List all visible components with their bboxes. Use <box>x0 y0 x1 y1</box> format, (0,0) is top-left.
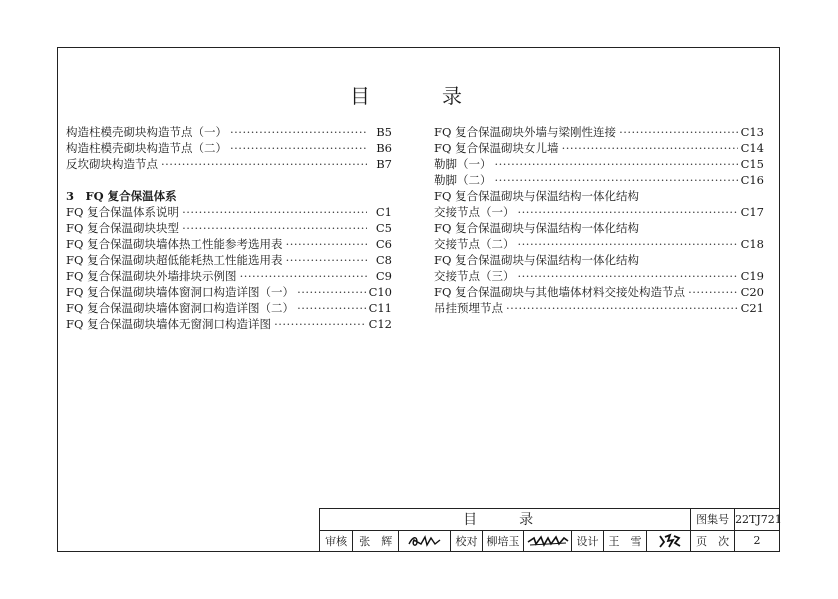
title-block <box>319 508 780 552</box>
review-label: 审核 <box>320 530 353 552</box>
designer-signature <box>647 530 691 552</box>
drawing-name: 目 录 <box>320 509 691 531</box>
entry-label: 交接节点（一） <box>434 205 515 219</box>
entry-page: C8 <box>375 253 392 267</box>
atlas-label: 图集号 <box>691 509 735 531</box>
entry-label: FQ 复合保温砌块外墙排块示例图 <box>66 269 237 283</box>
reviewer-name: 张 辉 <box>353 530 399 552</box>
check-label: 校对 <box>451 530 482 552</box>
toc-entry <box>434 300 764 316</box>
entry-page: C1 <box>375 205 392 219</box>
entry-page: C11 <box>368 301 392 315</box>
toc-right-column <box>434 124 764 316</box>
entry-page: B7 <box>376 157 392 171</box>
checker-signature <box>524 530 572 552</box>
entry-label: 勒脚（二） <box>434 173 492 187</box>
toc-entry <box>434 156 764 172</box>
reviewer-signature <box>399 530 451 552</box>
checker-name: 柳培玉 <box>482 530 524 552</box>
designer-name: 王 雪 <box>603 530 647 552</box>
entry-page: C10 <box>368 285 392 299</box>
entry-label: FQ 复合保温砌块块型 <box>66 221 180 235</box>
toc-entry <box>66 204 392 220</box>
toc-entry-line1: FQ 复合保温砌块与保温结构一体化结构 <box>434 221 640 235</box>
toc-entry <box>66 316 392 332</box>
entry-label: 交接节点（三） <box>434 269 515 283</box>
entry-label: FQ 复合保温砌块女儿墙 <box>434 141 559 155</box>
toc-entry <box>66 124 392 140</box>
entry-label: FQ 复合保温砌块与其他墙体材料交接处构造节点 <box>434 285 686 299</box>
entry-page: C14 <box>740 141 764 155</box>
entry-label: 勒脚（一） <box>434 157 492 171</box>
toc-entry-line1: FQ 复合保温砌块与保温结构一体化结构 <box>434 253 640 267</box>
entry-page: C20 <box>740 285 764 299</box>
entry-label: FQ 复合保温砌块墙体热工性能参考选用表 <box>66 237 283 251</box>
toc-entry <box>66 140 392 156</box>
entry-page: B5 <box>376 125 392 139</box>
entry-label: FQ 复合保温砌块外墙与梁刚性连接 <box>434 125 617 139</box>
entry-label: FQ 复合保温砌块墙体窗洞口构造详图（一） <box>66 285 295 299</box>
entry-page: C17 <box>740 205 764 219</box>
toc-entry <box>434 172 764 188</box>
entry-page: C5 <box>375 221 392 235</box>
entry-page: C15 <box>740 157 764 171</box>
entry-page: C21 <box>740 301 764 315</box>
page-number: 2 <box>735 530 780 552</box>
entry-label: FQ 复合保温体系说明 <box>66 205 180 219</box>
entry-label: 吊挂预埋节点 <box>434 301 503 315</box>
toc-entry <box>434 284 764 300</box>
entry-label: 构造柱模壳砌块构造节点（二） <box>66 141 227 155</box>
page-title: 目 录 <box>350 84 488 108</box>
entry-page: C13 <box>740 125 764 139</box>
toc-left-column <box>66 124 392 332</box>
entry-label: 交接节点（二） <box>434 237 515 251</box>
toc-entry <box>434 124 764 140</box>
toc-entry <box>434 204 764 220</box>
toc-entry-line1: FQ 复合保温砌块与保温结构一体化结构 <box>434 189 640 203</box>
atlas-number: 22TJ721 <box>735 509 780 531</box>
toc-entry <box>66 268 392 284</box>
toc-entry <box>434 140 764 156</box>
entry-page: C16 <box>740 173 764 187</box>
entry-label: FQ 复合保温砌块超低能耗热工性能选用表 <box>66 253 283 267</box>
entry-page: C9 <box>375 269 392 283</box>
toc-entry <box>66 300 392 316</box>
toc-entry <box>434 268 764 284</box>
toc-entry <box>66 236 392 252</box>
toc-entry <box>66 220 392 236</box>
entry-label: FQ 复合保温砌块墙体无窗洞口构造详图 <box>66 317 272 331</box>
page-label: 页 次 <box>691 530 735 552</box>
entry-page: C19 <box>740 269 764 283</box>
entry-page: C12 <box>368 317 392 331</box>
entry-label: 构造柱模壳砌块构造节点（一） <box>66 125 227 139</box>
toc-entry <box>66 252 392 268</box>
section-heading: 3 FQ 复合保温体系 <box>66 189 177 203</box>
entry-page: C18 <box>740 237 764 251</box>
entry-page: B6 <box>376 141 392 155</box>
entry-label: FQ 复合保温砌块墙体窗洞口构造详图（二） <box>66 301 295 315</box>
design-label: 设计 <box>572 530 603 552</box>
toc-entry <box>434 236 764 252</box>
toc-entry <box>66 156 392 172</box>
entry-page: C6 <box>375 237 392 251</box>
entry-label: 反坎砌块构造节点 <box>66 157 158 171</box>
toc-entry <box>66 284 392 300</box>
